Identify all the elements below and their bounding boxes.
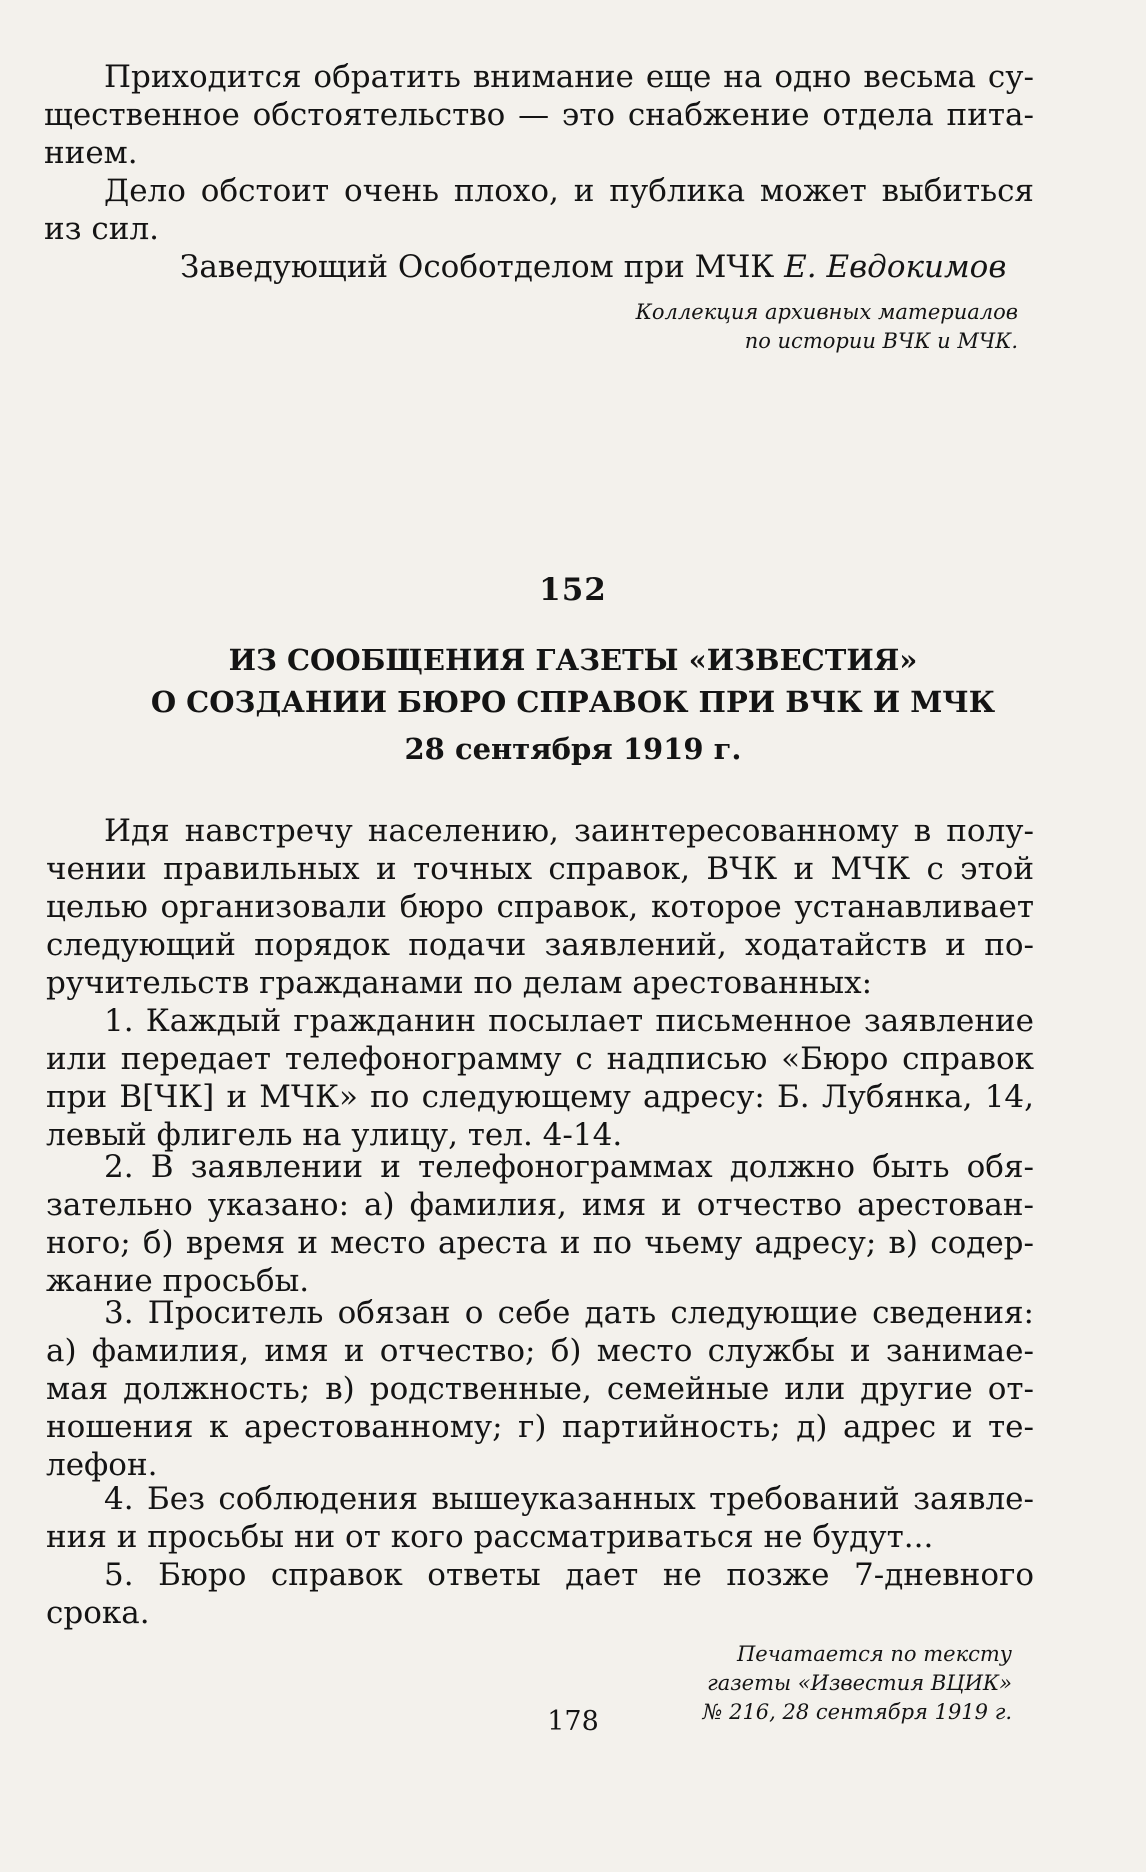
document-date: 28 сентября 1919 г. bbox=[404, 732, 742, 766]
signature-line bbox=[180, 248, 1006, 286]
item-4-paragraph bbox=[46, 1480, 1034, 1556]
archive-source-note bbox=[636, 298, 1018, 356]
text-line: ношения к арестованному; г) партийность; д) адрес и те- bbox=[46, 1409, 1034, 1445]
item-3-paragraph bbox=[46, 1294, 1034, 1484]
text-line: 3. Проситель обязан о себе дать следующие сведения: bbox=[104, 1295, 1034, 1331]
text-line: при В[ЧК] и МЧК» по следующему адресу: Б. Лубянка, 14, bbox=[46, 1079, 1034, 1115]
signature-name: Е. Евдокимов bbox=[784, 249, 1007, 285]
source-line: Печатается по тексту bbox=[736, 1642, 1012, 1666]
text-line: чении правильных и точных справок, ВЧК и МЧК с этой bbox=[46, 851, 1034, 887]
intro-paragraph bbox=[46, 812, 1034, 1002]
text-line: нием. bbox=[44, 135, 138, 171]
document-headline-line-1: ИЗ СООБЩЕНИЯ ГАЗЕТЫ «ИЗВЕСТИЯ» bbox=[228, 643, 918, 677]
previous-document-paragraph-1 bbox=[44, 58, 1034, 172]
item-2-paragraph bbox=[46, 1148, 1034, 1300]
text-line: мая должность; в) родственные, семейные или другие от- bbox=[46, 1371, 1034, 1407]
text-line: щественное обстоятельство — это снабжение отдела пита- bbox=[44, 97, 1034, 133]
source-line: № 216, 28 сентября 1919 г. bbox=[702, 1700, 1012, 1724]
source-line: Коллекция архивных материалов bbox=[635, 300, 1018, 324]
text-line: Дело обстоит очень плохо, и публика может выбиться bbox=[104, 173, 1034, 209]
text-line: следующий порядок подачи заявлений, ходатайств и по- bbox=[46, 927, 1034, 963]
text-line: или передает телефонограмму с надписью «Бюро справок bbox=[46, 1041, 1034, 1077]
source-line: по истории ВЧК и МЧК. bbox=[744, 329, 1018, 353]
page-number: 178 bbox=[547, 1706, 599, 1737]
previous-document-paragraph-2 bbox=[44, 172, 1034, 248]
item-1-paragraph bbox=[46, 1002, 1034, 1154]
text-line: ния и просьбы ни от кого рассматриваться не будут... bbox=[46, 1519, 934, 1555]
text-line: целью организовали бюро справок, которое устанавливает bbox=[46, 889, 1034, 925]
text-line: 1. Каждый гражданин посылает письменное заявление bbox=[104, 1003, 1034, 1039]
text-line: срока. bbox=[46, 1595, 150, 1631]
show-through-decoration bbox=[260, 500, 270, 535]
text-line: а) фамилия, имя и отчество; б) место службы и занимае- bbox=[46, 1333, 1034, 1369]
text-line: 2. В заявлении и телефонограммах должно быть обя- bbox=[104, 1149, 1034, 1185]
text-line: лефон. bbox=[46, 1447, 158, 1483]
text-line: 4. Без соблюдения вышеуказанных требований заявле- bbox=[104, 1481, 1034, 1517]
text-line: левый флигель на улицу, тел. 4-14. bbox=[46, 1117, 623, 1153]
text-line: жание просьбы. bbox=[46, 1263, 310, 1299]
source-line: газеты «Известия ВЦИК» bbox=[707, 1671, 1012, 1695]
item-5-paragraph bbox=[46, 1556, 1034, 1632]
signature-title: Заведующий Особотделом при МЧК bbox=[180, 249, 775, 285]
text-line: из сил. bbox=[44, 211, 159, 247]
text-line: ручительств гражданами по делам арестованных: bbox=[46, 965, 873, 1001]
text-line: ного; б) время и место ареста и по чьему адресу; в) содер- bbox=[46, 1225, 1034, 1261]
text-line: 5. Бюро справок ответы дает не позже 7-дневного bbox=[104, 1557, 1034, 1593]
document-number: 152 bbox=[539, 572, 607, 608]
text-line: Идя навстречу населению, заинтересованному в полу- bbox=[104, 813, 1034, 849]
document-headline-line-2: О СОЗДАНИИ БЮРО СПРАВОК ПРИ ВЧК И МЧК bbox=[150, 685, 996, 719]
text-line: зательно указано: а) фамилия, имя и отчество арестован- bbox=[46, 1187, 1034, 1223]
text-line: Приходится обратить внимание еще на одно весьма су- bbox=[104, 59, 1034, 95]
